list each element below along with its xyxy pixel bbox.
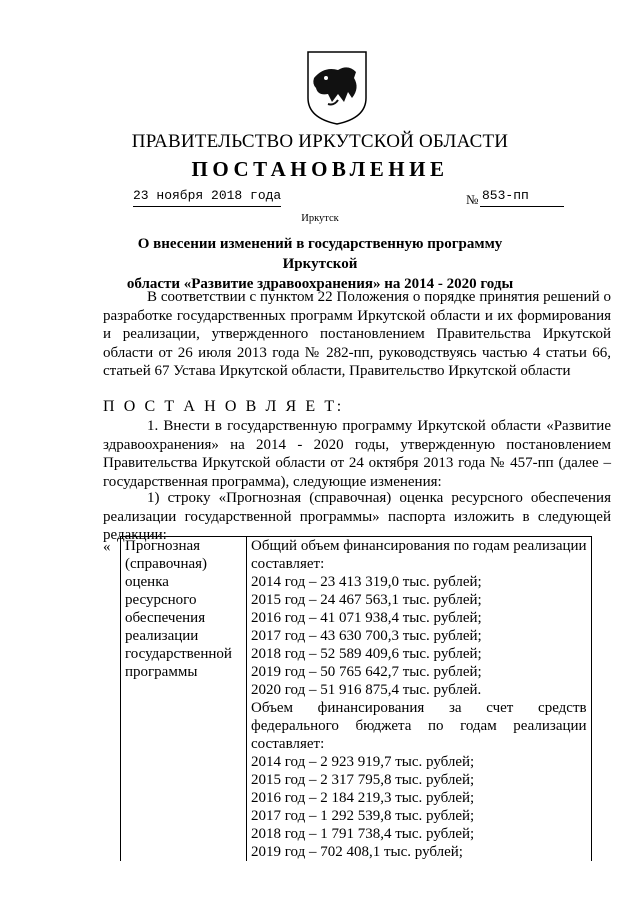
label-line: (справочная) xyxy=(125,556,208,572)
table-row xyxy=(121,537,592,862)
label-line: Прогнозная xyxy=(125,538,201,554)
item-1-1-paragraph: 1) строку «Прогнозная (справочная) оценка ресурсного обеспечения реализации государственной программы» паспорта изложить в следующей редакции: xyxy=(103,490,611,543)
number-underline xyxy=(480,206,564,207)
decree-number: 853-пп xyxy=(482,188,529,203)
city: Иркутск xyxy=(301,213,339,224)
federal-year-row: 2016 год – 2 184 219,3 тыс. рублей; xyxy=(251,790,475,806)
funding-cell xyxy=(247,537,592,862)
total-year-row: 2017 год – 43 630 700,3 тыс. рублей; xyxy=(251,628,482,644)
label-line: государственной xyxy=(125,646,232,662)
federal-year-row: 2017 год – 1 292 539,8 тыс. рублей; xyxy=(251,808,475,824)
label-line: программы xyxy=(125,664,198,680)
label-line: обеспечения xyxy=(125,610,206,626)
title-line-2: области «Развитие здравоохранения» на 2014 - 2020 годы xyxy=(126,276,514,292)
government-name: ПРАВИТЕЛЬСТВО ИРКУТСКОЙ ОБЛАСТИ xyxy=(131,131,509,152)
resource-label-cell xyxy=(121,537,247,862)
resolve-heading: П О С Т А Н О В Л Я Е Т: xyxy=(103,398,344,415)
total-year-row: 2020 год – 51 916 875,4 тыс. рублей. xyxy=(251,682,482,698)
label-line: оценка xyxy=(125,574,169,590)
document-title xyxy=(100,234,540,294)
open-quote: « xyxy=(103,539,111,555)
federal-year-row: 2015 год – 2 317 795,8 тыс. рублей; xyxy=(251,772,475,788)
title-line-1: О внесении изменений в государственную программу Иркутской xyxy=(137,236,503,272)
federal-year-row: 2018 год – 1 791 738,4 тыс. рублей; xyxy=(251,826,475,842)
label-line: ресурсного xyxy=(125,592,197,608)
total-year-row: 2019 год – 50 765 642,7 тыс. рублей; xyxy=(251,664,482,680)
date-underline xyxy=(133,206,281,207)
federal-intro-line: федерального бюджета по годам реализации xyxy=(251,718,587,734)
federal-intro-line: Объем финансирования за счет средств xyxy=(251,700,587,716)
federal-year-row: 2019 год – 702 408,1 тыс. рублей; xyxy=(251,844,463,860)
preamble-paragraph: В соответствии с пунктом 22 Положения о порядке принятия решений о разработке государственных программ Иркутской области и их формирования и реализации, утвержденного постановлением Правительства Иркутской области от 26 июля 2013 года № 282-пп, руководствуясь частью 4 статьи 66, статьей 67 Устава Иркутской области, Правительство Иркутской области xyxy=(103,289,611,379)
document-type: ПОСТАНОВЛЕНИЕ xyxy=(191,157,449,181)
total-year-row: 2016 год – 41 071 938,4 тыс. рублей; xyxy=(251,610,482,626)
item-1-paragraph: 1. Внести в государственную программу Иркутской области «Развитие здравоохранения» на 2014 - 2020 годы, утвержденную постановлением Правительства Иркутской области от 24 октября 2013 года № 457-пп (далее – государственная программа), следующие изменения: xyxy=(103,418,611,490)
passport-table xyxy=(120,536,592,861)
decree-date: 23 ноября 2018 года xyxy=(133,188,282,203)
number-sign: № xyxy=(466,192,479,207)
total-intro-line: Общий объем финансирования по годам реализации xyxy=(251,538,587,554)
federal-intro-line: составляет: xyxy=(251,736,325,752)
federal-year-row: 2014 год – 2 923 919,7 тыс. рублей; xyxy=(251,754,475,770)
total-year-row: 2018 год – 52 589 409,6 тыс. рублей; xyxy=(251,646,482,662)
total-intro-line: составляет: xyxy=(251,556,325,572)
label-line: реализации xyxy=(125,628,199,644)
total-year-row: 2014 год – 23 413 319,0 тыс. рублей; xyxy=(251,574,482,590)
total-year-row: 2015 год – 24 467 563,1 тыс. рублей; xyxy=(251,592,482,608)
coat-of-arms-icon xyxy=(304,48,370,126)
